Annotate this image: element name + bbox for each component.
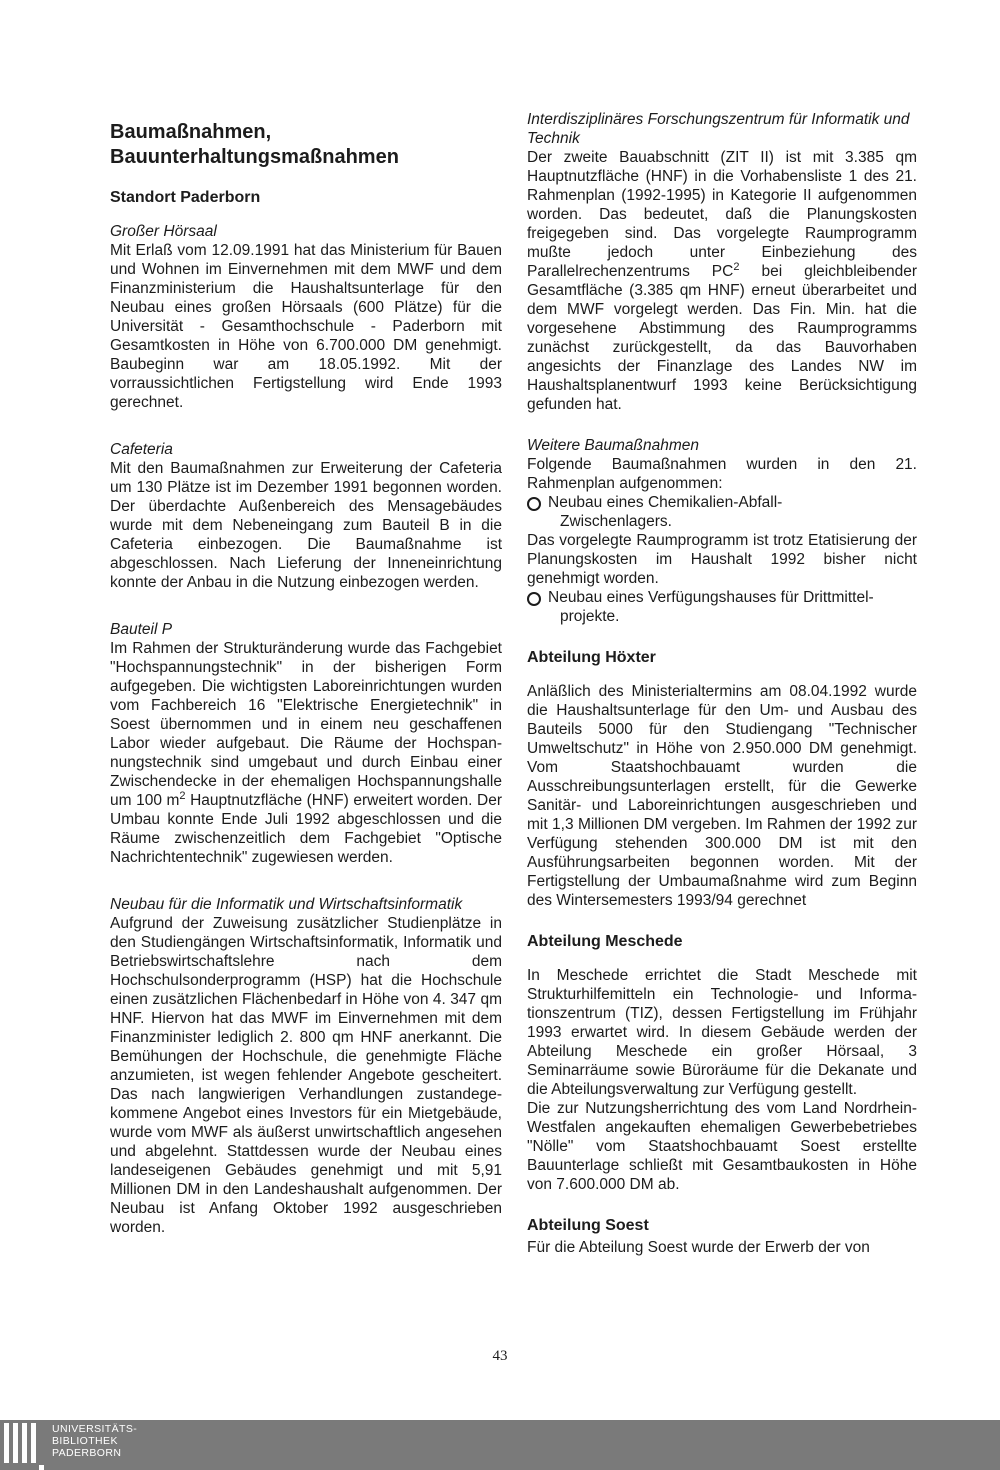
section-heading-neubau: Neubau für die Informatik und Wirtschaftsinformatik (110, 896, 463, 913)
weitere-middle: Das vorgelegte Raumprogramm ist trotz Etatisierung der Planungskosten im Haushalt 1992 bisher nicht genehmigt worden. (527, 532, 917, 587)
section-heading-meschede: Abteilung Meschede (527, 933, 683, 950)
logo-text-line-2: BIBLIOTHEK (52, 1435, 118, 1447)
section-heading-hoexter: Abteilung Höxter (527, 649, 656, 666)
section-heading-zit: Interdisziplinäres Forschungszentrum für Informatik und Technik (527, 111, 910, 147)
bauteil-p-text-b: Hauptnutzfläche (HNF) erweitert worden. Der Umbau konnte Ende Juli 1992 abgeschlossen und die Räume zwischenzeitlich dem Fachgebiet "Optische Nachrichtentechnik" zugewiesen werden. (110, 792, 502, 866)
zit-text-b: bei gleichbleibender Gesamtfläche (3.385 qm HNF) erneut überarbeitet und dem MWF vorgelegt werden. Das Fin. Min. hat die vorgesehene Abstimmung des Raumprogramms zunächst zurückgestellt, da das Bauvorhaben angesichts der Finanzlage des Landes NW im Haushaltsplanentwurf 1993 keine Berücksichtigung gefunden hat. (527, 263, 917, 413)
library-logo-icon (4, 1423, 44, 1467)
section-heading-hoersaal: Großer Hörsaal (110, 223, 217, 240)
list-item (527, 588, 917, 626)
superscript-2: 2 (733, 260, 740, 273)
left-column (110, 112, 502, 1237)
superscript-2: 2 (179, 789, 186, 802)
section-text-hoexter: Anläßlich des Ministerialtermins am 08.04.1992 wurde die Haushaltsunterlage für den Um- und Ausbau des Bauteils 5000 für den Studiengang "Technischer Umweltschutz" in Höhe von 2.950.000 DM genehmigt. Vom Staatshochbauamt wurden die Ausschreibungsunterlagen erstellt, für die Gewerke Sanitär- und Laboreinrichtungen ausgeschrieben und mit 1,3 Millionen DM vergeben. Im Rahmen der 1992 zur Verfügung stehenden 300.000 DM ist mit den Ausführungsarbeiten begonnen worden. Mit der Fertigstellung der Umbaumaßnahme wird zum Beginn des Wintersemesters 1993/94 gerechnet (527, 683, 917, 909)
zit-text-a: Der zweite Bauabschnitt (ZIT II) ist mit 3.385 qm Hauptnutzfläche (HNF) in die Vorhabensliste 1 des 21. Rahmenplan (1992-1995) in Kategorie II aufgenommen worden. Das bedeutet, daß die Planungskosten freigegeben sind. Das vorgelegte Raumprogramm mußte jedoch unter Einbeziehung des Parallelrechenzentrums PC (527, 149, 917, 280)
bullet2-line2: projekte. (560, 608, 620, 625)
circle-bullet-icon (527, 592, 541, 606)
section-text-zit (527, 148, 917, 414)
section-text-meschede-2: Die zur Nutzungsherrichtung des vom Land Nordrhein-Westfalen angekauften ehemaligen Gewerbebetriebes "Nölle" vom Staatshochbauamt Soest erstellte Bauunterlage schließt mit Gesamtbaukosten in Höhe von 7.600.000 DM ab. (527, 1100, 917, 1193)
section-text-hoersaal: Mit Erlaß vom 12.09.1991 hat das Ministerium für Bauen und Wohnen im Einvernehmen mit dem MWF und dem Finanzministerium die Haushaltsunterlage für den Neubau eines großen Hörsaals (600 Plätze) für die Universität - Gesamthochschule - Paderborn mit Gesamtkosten in Höhe von 6.700.000 DM genehmigt. Baubeginn war am 18.05.1992. Mit der vorraussichtlichen Fertigstellung wird Ende 1993 gerechnet. (110, 242, 502, 411)
library-logo-text (52, 1423, 137, 1459)
logo-text-line-1: UNIVERSITÄTS- (52, 1423, 138, 1435)
page-title (110, 120, 502, 170)
page-number: 43 (492, 1348, 508, 1364)
section-heading-bauteil-p: Bauteil P (110, 621, 173, 638)
list-item (527, 493, 917, 531)
right-column (527, 110, 917, 1257)
bullet1-line2: Zwischenlagers. (560, 513, 672, 530)
bullet1-line1: Neubau eines Chemikalien-Abfall- (548, 494, 783, 511)
section-heading-cafeteria: Cafeteria (110, 441, 173, 458)
title-line-1: Baumaßnahmen, (110, 121, 272, 143)
circle-bullet-icon (527, 497, 541, 511)
section-text-meschede-1: In Meschede errichtet die Stadt Meschede mit Strukturhilfemitteln ein Technologie- und Informationszentrum (TIZ), dessen Fertigstellung im Frühjahr 1993 erwartet wird. In diesem Gebäude werden der Abteilung Meschede ein großer Hörsaal, 3 Seminarräume sowie Büroräume für die Dekanate und die Abteilungsverwaltung zur Verfügung gestellt. (527, 967, 917, 1098)
weitere-intro: Folgende Baumaßnahmen wurden in den 21. Rahmenplan aufgenommen: (527, 456, 917, 492)
logo-text-line-3: PADERBORN (52, 1447, 122, 1459)
title-line-2: Bauunterhaltungsmaßnahmen (110, 146, 399, 168)
section-text-soest: Für die Abteilung Soest wurde der Erwerb der von (527, 1239, 870, 1256)
section-text-neubau: Aufgrund der Zuweisung zusätzlicher Studienplätze in den Studiengängen Wirtschaftsinformatik, Informatik und Betriebswirtschaftslehre nach dem Hochschulsonderprogramm (HSP) hat die Hochschule einen zusätzlichen Flächenbedarf in Höhe von 4. 347 qm HNF. Hiervon hat das MWF im Einvernehmen mit dem Finanzminister lediglich 2. 800 qm HNF anerkannt. Die Bemühungen der Hochschule, die genehmigte Fläche anzumieten, ist wegen fehlender Angebote gescheitert. Das nach langwierigen Verhandlungen zustandegekommene Angebot eines Investors für ein Mietgebäude, wurde vom MWF als äußerst unwirtschaftlich angesehen und abgelehnt. Stattdessen wurde der Neubau eines landeseigenen Gebäudes genehmigt und mit 5,91 Millionen DM in den Landeshaushalt aufgenommen. Der Neubau ist Anfang Oktober 1992 ausgeschrieben worden. (110, 915, 502, 1236)
section-text-bauteil-p (110, 639, 502, 867)
library-footer (0, 1420, 1000, 1470)
section-heading-soest: Abteilung Soest (527, 1217, 649, 1234)
bauteil-p-text-a: Im Rahmen der Strukturänderung wurde das Fachgebiet "Hochspannungstechnik" in der bisherigen Form aufgegeben. Die wichtigsten Laboreinrichtungen wurden vom Fachbereich 16 "Elektrische Energietechnik" in Soest übernommen und in einem neu geschaffenen Labor wieder aufgebaut. Die Räume der Hochspannungstechnik sind umgebaut und durch Einbau einer Zwischendecke in der ehemaligen Hochspannungshalle um 100 m (110, 640, 502, 809)
bullet2-line1: Neubau eines Verfügungshauses für Drittmittel- (548, 589, 874, 606)
section-heading-weitere: Weitere Baumaßnahmen (527, 437, 700, 454)
section-text-cafeteria: Mit den Baumaßnahmen zur Erweiterung der Cafeteria um 130 Plätze ist im Dezember 1991 begonnen worden. Der überdachte Außenbereich des Mensagebäudes wurde mit dem Nebeneingang zum Bauteil B in die Cafeteria einbezogen. Die Baumaßnahme ist abgeschlossen. Nach Lieferung der Inneneinrichtung konnte der Anbau in die Nutzung einbezogen werden. (110, 460, 502, 591)
location-heading: Standort Paderborn (110, 189, 261, 206)
